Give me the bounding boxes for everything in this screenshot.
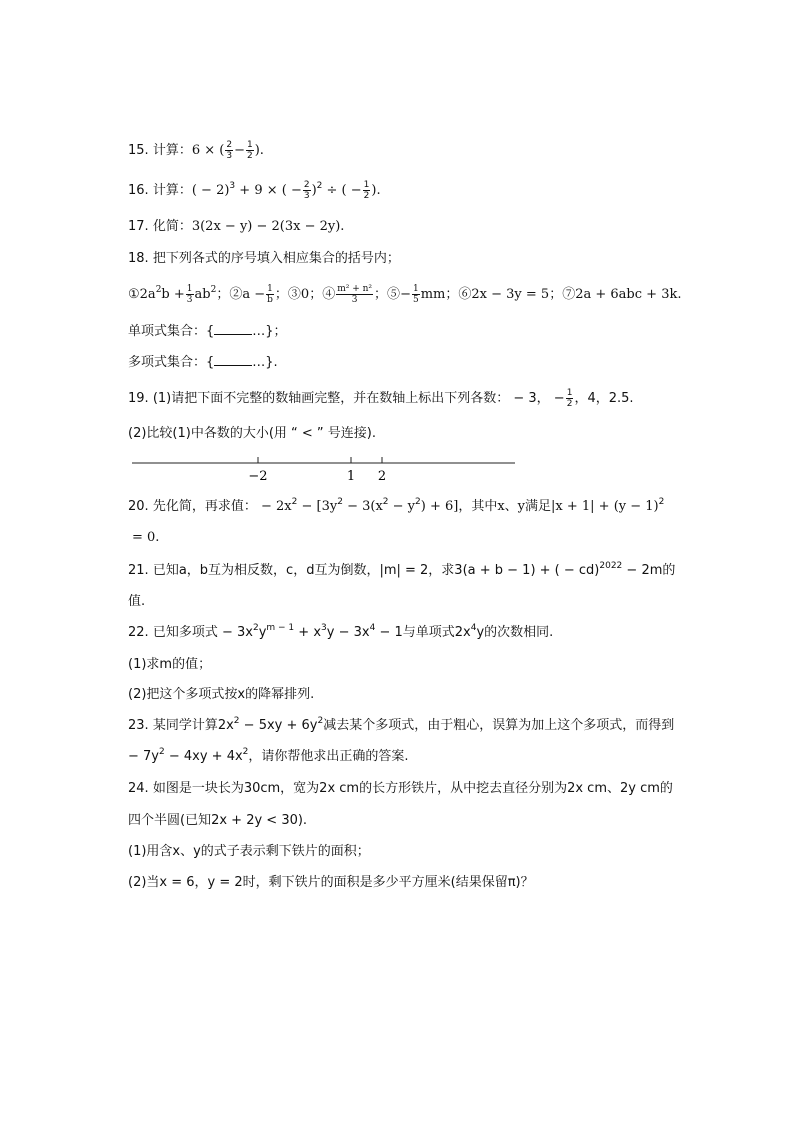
polynomial-set: 多项式集合：{ …}. [128, 355, 278, 370]
fraction: $\frac{1}{5}$ [412, 284, 419, 305]
question-16: 16. 计算：( − 2)$^3$ + 9 × ( − $\frac{2}{3}$ )$^2$ ÷ ( − $\frac{1}{2}$ ). [128, 180, 381, 201]
question-19-part-2: (2)比较(1)中各数的大小(用 “ < ” 号连接). [128, 426, 376, 441]
question-21-line-2: 值. [128, 594, 146, 609]
question-number: 23. [128, 718, 149, 733]
question-23-line-2: − $7y^2 - 4xy + 4x^2$，请你帮他求出正确的答案. [128, 747, 409, 764]
question-24: 24. 如图是一块长为30cm，宽为2x cm的长方形铁片，从中挖去直径分别为2x cm、2y cm的 [128, 781, 673, 796]
number-line-tick-label: 2 [377, 469, 387, 484]
question-18: 18. 把下列各式的序号填入相应集合的括号内； [128, 251, 400, 266]
fraction: $\frac{1}{b}$ [267, 284, 273, 305]
question-number: 15. [128, 143, 149, 158]
answer-blank[interactable] [214, 353, 252, 366]
question-number: 19. [128, 391, 149, 406]
question-20-line-2: = 0. [132, 530, 160, 545]
question-number: 21. [128, 563, 149, 578]
fraction: $\frac{2}{3}$ [303, 180, 310, 201]
question-number: 18. [128, 251, 149, 266]
question-18-items: $①2a^2b$ + $\frac{1}{3}$ $ab^2$；②a − $\frac{1}{b}$ ；③0；④ $\frac{\text{m² + n²}}{3}$ ；⑤− $\frac{1}{5}$ mm；⑥2x − 3y = 5；⑦2a + 6abc + 3k. [128, 284, 682, 305]
fraction: $\frac{2}{3}$ [226, 140, 233, 161]
fraction: $\frac{1}{2}$ [363, 180, 370, 201]
question-22-part-1: (1)求m的值； [128, 657, 212, 672]
question-22: 22. 已知多项式 − $3x^2y^{m - 1} + x^3y - 3x^4 - 1$与单项式$2x^4y$的次数相同. [128, 623, 554, 640]
question-21: 21. 已知a，b互为相反数，c，d互为倒数，|m| = 2，求3(a + b − 1) + ( − cd)$^{2022}$ − 2m的 [128, 561, 676, 578]
question-number: 17. [128, 219, 149, 234]
number-line [130, 452, 520, 486]
question-24-part-1: (1)用含x、y的式子表示剩下铁片的面积； [128, 844, 370, 859]
question-19: 19. (1)请把下面不完整的数轴画完整，并在数轴上标出下列各数： − 3， − $\frac{1}{2}$ ，4，2.5. [128, 388, 634, 409]
number-line-tick-label: −2 [248, 469, 268, 484]
question-24-line-2: 四个半圆(已知2x + 2y < 30). [128, 813, 308, 828]
fraction: $\frac{1}{2}$ [246, 140, 253, 161]
question-24-part-2: (2)当x = 6，y = 2时，剩下铁片的面积是多少平方厘米(结果保留π)？ [128, 875, 534, 890]
question-22-part-2: (2)把这个多项式按x的降幂排列. [128, 687, 315, 702]
question-number: 24. [128, 781, 149, 796]
fraction: $\frac{1}{3}$ [186, 284, 193, 305]
monomial-set: 单项式集合：{ …}； [128, 324, 287, 339]
fraction: $\frac{1}{2}$ [566, 388, 573, 409]
number-line-tick-label: 1 [346, 469, 356, 484]
question-15: 15. 计算：6 × ( $\frac{2}{3}$ − $\frac{1}{2}$ ). [128, 140, 264, 161]
question-20: 20. 先化简，再求值： − $2x^2 - [3y^2 - 3(x^2 - y^2) + 6]$，其中x、y满足$|x + 1| + (y - 1)^2$ [128, 497, 665, 514]
question-number: 22. [128, 625, 149, 640]
fraction: $\frac{\text{m² + n²}}{3}$ [337, 284, 373, 305]
question-number: 16. [128, 183, 149, 198]
question-23: 23. 某同学计算$2x^2 - 5xy + 6y^2$减去某个多项式，由于粗心，误算为加上这个多项式，而得到 [128, 716, 675, 733]
question-number: 20. [128, 499, 149, 514]
question-17: 17. 化简：3(2x − y) − 2(3x − 2y). [128, 219, 345, 234]
answer-blank[interactable] [214, 322, 252, 335]
